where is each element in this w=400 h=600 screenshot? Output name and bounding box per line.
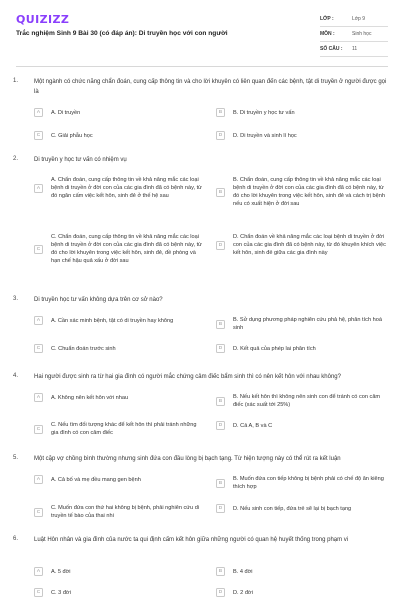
option-letter: D [216, 344, 225, 353]
option-letter: B [216, 479, 225, 488]
question-text: Một cặp vợ chồng bình thường nhưng sinh đứa con đầu lòng bị bạch tạng. Từ hiện tượng này có thể rút ra kết luận [34, 456, 341, 462]
meta-value: Sinh học [352, 31, 372, 37]
option-c[interactable] [34, 588, 204, 597]
option-text: D. Chẩn đoán về khả năng mắc các loại bệnh di truyền ở đời con của các gia đình đã có bệnh này, từ đó khuyên khích việc kết hôn, sinh đẻ giữa các gia đình này [233, 234, 386, 256]
option-text: B. 4 đời [233, 568, 253, 575]
option-text: B. Chẩn đoán, cung cấp thông tin về khả năng mắc các loại bệnh di truyền ở đời con của các gia đình đã có bệnh này, từ đó cho lời khuyên trong việc kết hôn, sinh đẻ và cách trị bệnh nếu có xuất hiện ở đời sau [233, 177, 385, 207]
question-text: Một ngành có chức năng chẩn đoán, cung cấp thông tin và cho lời khuyên có liên quan đến các bệnh, tật di truyền ở người được gọi là [34, 79, 387, 95]
option-letter: A [34, 475, 43, 484]
option-letter: B [216, 567, 225, 576]
meta-table [320, 12, 388, 57]
option-c[interactable] [34, 504, 204, 520]
option-b[interactable] [216, 475, 388, 491]
option-a[interactable] [34, 567, 204, 576]
option-letter: B [216, 188, 225, 197]
option-letter: A [34, 393, 43, 402]
option-c[interactable] [34, 421, 204, 437]
option-letter: B [216, 108, 225, 117]
option-letter: C [34, 508, 43, 517]
option-text: B. Muốn đứa con tiếp không bị bệnh phải có chế độ ăn kiêng thích hợp [233, 476, 384, 490]
worksheet-header [0, 0, 400, 62]
option-a[interactable] [34, 108, 204, 117]
option-letter: A [34, 108, 43, 117]
meta-label: LỚP : [320, 16, 334, 22]
meta-row-count [320, 42, 388, 57]
option-text: A. 5 đời [51, 568, 71, 575]
question-number: 6. [13, 536, 19, 542]
option-letter: B [216, 397, 225, 406]
option-b[interactable] [216, 567, 388, 576]
option-c[interactable] [34, 131, 204, 140]
option-text: C. Nếu tìm đối tượng khác để kết hôn thì phải tránh những gia đình có con câm điếc [51, 422, 197, 436]
option-text: A. Di truyền [51, 109, 81, 116]
header-divider [16, 66, 388, 67]
option-letter: C [34, 131, 43, 140]
option-text: B. Di truyền y học tư vấn [233, 109, 295, 116]
option-a[interactable] [34, 176, 204, 200]
question-number: 1. [13, 78, 19, 84]
option-a[interactable] [34, 393, 204, 402]
question-number: 5. [13, 455, 19, 461]
option-letter: D [216, 588, 225, 597]
meta-label: MÔN : [320, 31, 335, 37]
page-title: Trắc nghiệm Sinh 9 Bài 30 (có đáp án): Di truyền học với con người [16, 30, 228, 37]
option-text: D. Di truyền và sinh lí học [233, 132, 297, 139]
option-text: A. Chẩn đoán, cung cấp thông tin về khả năng mắc các loại bệnh di truyền ở đời con của các gia đình đã có bệnh này, từ đó ngăn cấm việc kết hôn, sinh đẻ ở thế hệ sau [51, 177, 202, 199]
option-text: A. Không nên kết hôn với nhau [51, 394, 129, 401]
option-text: C. Chẩn đoán, cung cấp thông tin về khả năng mắc các loại bệnh di truyền ở đời con của các gia đình đã có bệnh này, từ đó cho lời khuyên trong việc kết hôn, sinh đẻ, đề phòng và hạn chế hậu quả xấu ở đời sau [51, 234, 202, 264]
question-text: Luật Hôn nhân và gia đình của nước ta qui định cấm kết hôn giữa những người có quan hệ huyết thống trong phạm vi [34, 537, 349, 543]
option-letter: C [34, 425, 43, 434]
question-number: 2. [13, 156, 19, 162]
option-letter: A [34, 184, 43, 193]
option-text: D. Nếu sinh con tiếp, đứa trẻ sẽ lại bị bạch tạng [233, 505, 352, 512]
question-number: 3. [13, 296, 19, 302]
option-d[interactable] [216, 233, 388, 257]
option-letter: D [216, 131, 225, 140]
option-text: A. Cả bố và mẹ đều mang gen bệnh [51, 476, 141, 483]
option-text: D. Cả A, B và C [233, 422, 273, 429]
option-text: B. Nếu kết hôn thì không nên sinh con để tránh có con câm điếc (xác suất tới 25%) [233, 394, 381, 408]
option-text: D. Kết quả của phép lai phân tích [233, 345, 316, 352]
question-number: 4. [13, 373, 19, 379]
option-letter: D [216, 241, 225, 250]
option-b[interactable] [216, 176, 388, 208]
option-b[interactable] [216, 316, 388, 332]
meta-row-grade [320, 12, 388, 27]
option-letter: C [34, 344, 43, 353]
option-letter: D [216, 504, 225, 513]
option-d[interactable] [216, 421, 388, 430]
option-b[interactable] [216, 108, 388, 117]
option-text: C. Muốn đứa con thứ hai không bị bệnh, phải nghiên cứu di truyền tế bào của thai nhi [51, 505, 200, 519]
option-d[interactable] [216, 588, 388, 597]
option-text: D. 2 đời [233, 589, 253, 596]
option-letter: C [34, 588, 43, 597]
option-d[interactable] [216, 344, 388, 353]
option-letter: A [34, 567, 43, 576]
option-letter: B [216, 320, 225, 329]
meta-label: SỐ CÂU : [320, 46, 343, 52]
option-text: C. 3 đời [51, 589, 71, 596]
option-letter: A [34, 316, 43, 325]
meta-value: Lớp 9 [352, 16, 366, 22]
quizizz-logo[interactable]: QUIZIZZ [16, 13, 70, 26]
option-text: A. Cần xác minh bệnh, tật có di truyền hay không [51, 317, 174, 324]
option-d[interactable] [216, 131, 388, 140]
option-c[interactable] [34, 344, 204, 353]
option-text: C. Chuẩn đoán trước sinh [51, 345, 116, 352]
question-text: Di truyền y học tư vấn có nhiệm vụ [34, 157, 127, 163]
option-text: B. Sử dụng phương pháp nghiên cứu phả hệ, phân tích hoá sinh [233, 317, 382, 331]
option-letter: D [216, 421, 225, 430]
question-text: Di truyền học tư vấn không dựa trên cơ sở nào? [34, 297, 163, 303]
option-d[interactable] [216, 504, 388, 513]
option-c[interactable] [34, 233, 204, 265]
option-b[interactable] [216, 393, 388, 409]
option-letter: C [34, 245, 43, 254]
question-text: Hai người được sinh ra từ hai gia đình có người mắc chứng câm điếc bẩm sinh thì có nên kết hôn với nhau không? [34, 374, 341, 380]
option-a[interactable] [34, 475, 204, 484]
meta-value: 11 [352, 46, 358, 52]
meta-row-subject [320, 27, 388, 42]
option-text: C. Giải phẫu học [51, 132, 93, 139]
option-a[interactable] [34, 316, 204, 325]
